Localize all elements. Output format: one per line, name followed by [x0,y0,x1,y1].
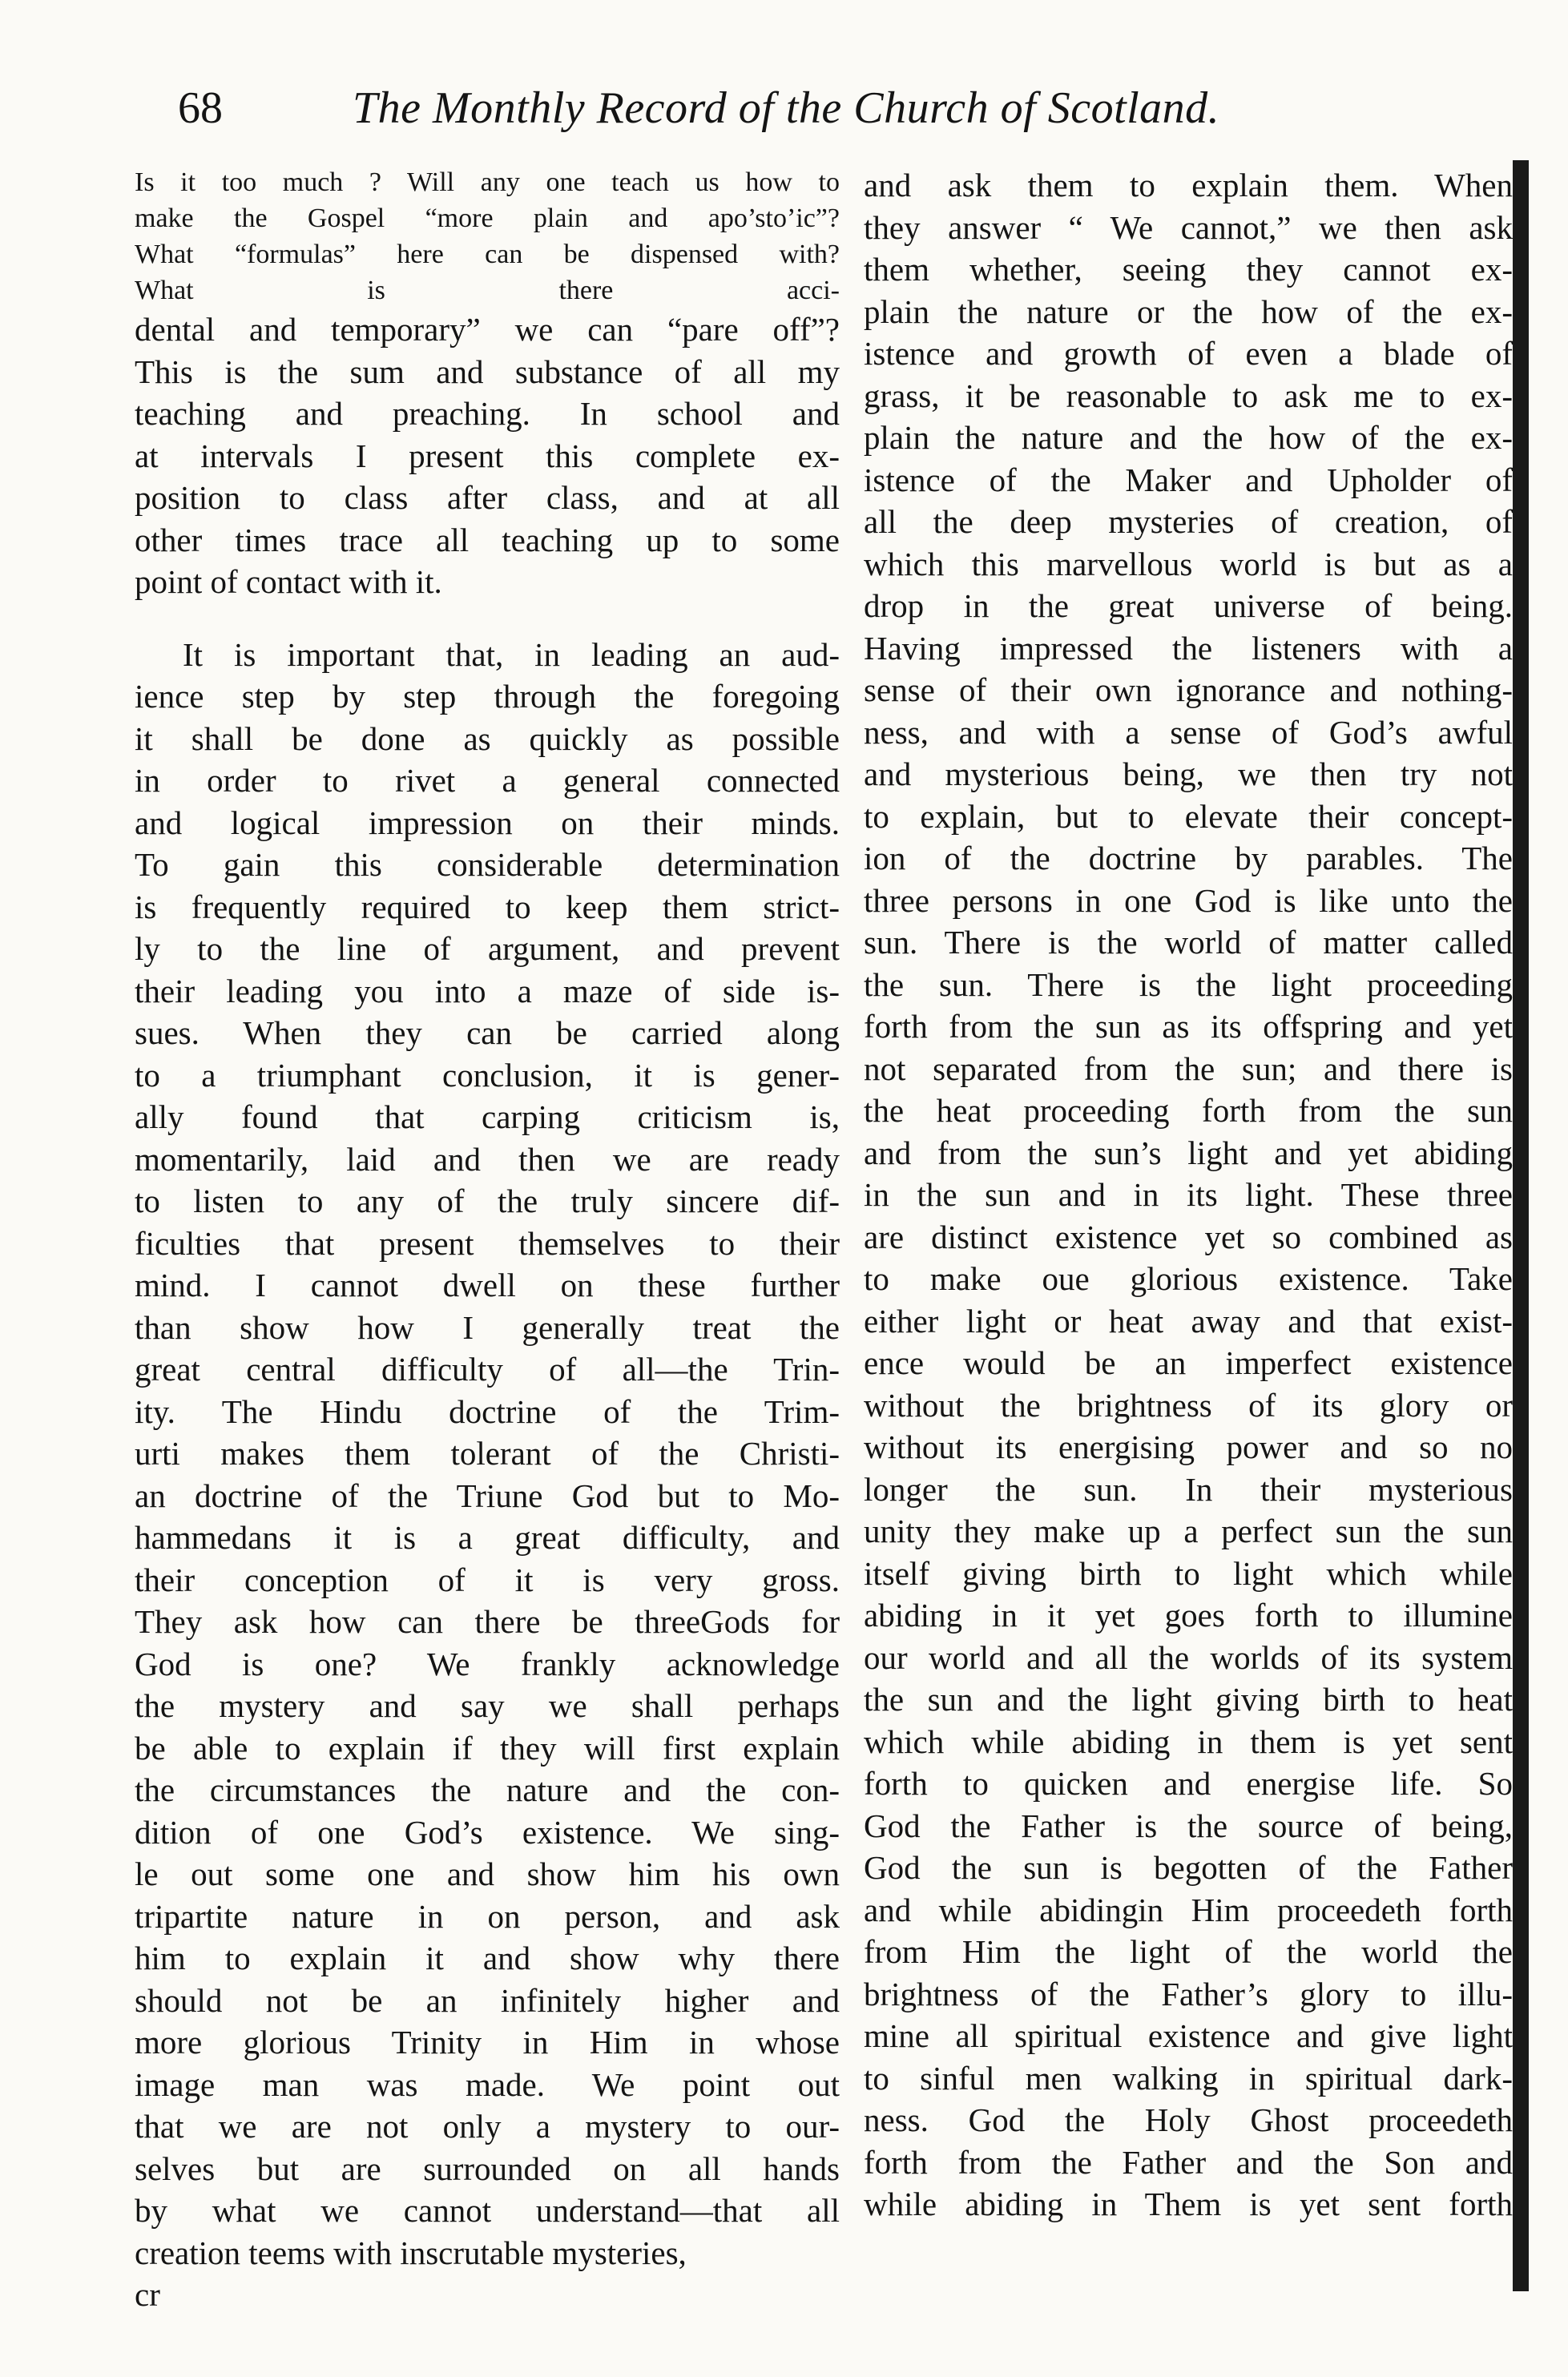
text-line: should not be an infinitely higher and [135,1981,840,2019]
text-line: in the sun and in its light. These three [864,1176,1513,1213]
text-line: Having impressed the listeners with a [864,629,1513,667]
text-line: God the sun is begotten of the Father [864,1849,1513,1886]
text-line: and while abidingin Him proceedeth forth [864,1891,1513,1928]
text-line: creation teems with inscrutable mysteries, [135,2234,687,2271]
text-line: ally found that carping criticism is, [135,1098,840,1135]
text-line: and mysterious being, we then try not [864,755,1513,792]
text-line: image man was made. We point out [135,2065,840,2103]
text-line: and ask them to explain them. When [864,167,1513,203]
text-line: to make oue glorious existence. Take [864,1260,1513,1297]
text-line: the sun and the light giving birth to heat [864,1681,1513,1718]
text-line: position to class after class, and at all [135,479,840,516]
text-line: forth from the sun as its offspring and yet [864,1008,1513,1045]
text-line: selves but are surrounded on all hands [135,2149,840,2187]
text-line: their leading you into a maze of side is- [135,972,840,1009]
text-line: longer the sun. In their mysterious [864,1470,1513,1508]
text-line: more glorious Trinity in Him in whose [135,2024,840,2061]
text-line: unity they make up a perfect sun the sun [864,1513,1513,1549]
text-line: tripartite nature in on person, and ask [135,1897,840,1935]
text-line: mind. I cannot dwell on these further [135,1267,840,1303]
text-line: ence would be an imperfect existence [864,1344,1513,1381]
text-line: at intervals I present this complete ex- [135,437,840,474]
text-line: hammedans it is a great difficulty, and [135,1519,840,1556]
text-line: not separated from the sun; and there is [864,1050,1513,1087]
running-title: The Monthly Record of the Church of Scotland. [353,83,1220,133]
page-header [0,72,1568,144]
text-line: them whether, seeing they cannot ex- [864,251,1513,288]
text-line: the mystery and say we shall perhaps [135,1687,840,1724]
text-line: To gain this considerable determination [135,846,840,883]
text-line: make the Gospel “more plain and apo’sto’ic”? [135,203,840,233]
text-line: be able to explain if they will first explain [135,1729,840,1767]
text-line: all the deep mysteries of creation, of [864,503,1513,540]
text-line: drop in the great universe of being. [864,587,1513,624]
text-line: itself giving birth to light which while [864,1554,1513,1592]
text-line: ficulties that present themselves to their [135,1224,840,1262]
text-line: plain the nature and the how of the ex- [864,419,1513,456]
text-line: dition of one God’s existence. We sing- [135,1813,840,1851]
text-line: an doctrine of the Triune God but to Mo- [135,1477,840,1514]
text-line: three persons in one God is like unto the [864,881,1513,919]
text-line: great central difficulty of all—the Trin- [135,1351,840,1388]
text-line: from Him the light of the world the [864,1933,1513,1970]
text-line: Is it too much ? Will any one teach us how to [135,167,840,197]
text-line: urti makes them tolerant of the Christi- [135,1435,840,1472]
text-line: which while abiding in them is yet sent [864,1722,1513,1760]
text-line: ness. God the Holy Ghost proceedeth [864,2101,1513,2138]
text-line: and logical impression on their minds. [135,804,840,841]
text-line: it shall be done as quickly as possible [135,719,840,757]
text-line: than show how I generally treat the [135,1308,840,1346]
text-line: without its energising power and so no [864,1428,1513,1465]
text-line: It is important that, in leading an aud- [183,635,840,673]
text-line: grass, it be reasonable to ask me to ex- [864,377,1513,414]
paragraph-gap [135,603,840,634]
text-line: sun. There is the world of matter called [864,924,1513,961]
text-line: istence and growth of even a blade of [864,335,1513,372]
text-line: point of contact with it. [135,563,442,600]
text-line: the heat proceeding forth from the sun [864,1092,1513,1129]
text-line: plain the nature or the how of the ex- [864,292,1513,330]
text-line: which this marvellous world is but as a [864,545,1513,582]
text-line: What is there acci- [135,276,840,305]
text-line: sues. When they can be carried along [135,1014,840,1051]
text-line: and from the sun’s light and yet abiding [864,1134,1513,1171]
text-line: This is the sum and substance of all my [135,353,840,390]
text-line: cr [135,2276,160,2313]
text-line: What “formulas” here can be dispensed with? [135,240,840,269]
text-line: other times trace all teaching up to some [135,521,840,558]
text-line: forth to quicken and energise life. So [864,1765,1513,1802]
page-edge-shadow [1513,160,1529,2291]
text-line: istence of the Maker and Upholder of [864,461,1513,498]
text-line: mine all spiritual existence and give light [864,2017,1513,2054]
text-line: dental and temporary” we can “pare off”? [135,311,840,348]
right-column [864,164,1513,2327]
text-line: to a triumphant conclusion, it is gener- [135,1056,840,1094]
text-line: teaching and preaching. In school and [135,395,840,432]
left-small-print [135,164,840,308]
text-line: sense of their own ignorance and nothing- [864,671,1513,708]
text-line: their conception of it is very gross. [135,1561,840,1598]
text-line: to explain, but to elevate their concept- [864,797,1513,835]
text-line: that we are not only a mystery to our- [135,2108,840,2145]
text-line: are distinct existence yet so combined as [864,1218,1513,1255]
text-line: is frequently required to keep them strict- [135,888,840,925]
text-line: God the Father is the source of being, [864,1807,1513,1844]
text-line: abiding in it yet goes forth to illumine [864,1597,1513,1634]
text-line: They ask how can there be threeGods for [135,1603,840,1640]
text-line: the circumstances the nature and the con- [135,1771,840,1808]
text-line: without the brightness of its glory or [864,1386,1513,1424]
text-line: brightness of the Father’s glory to illu- [864,1975,1513,2012]
text-line: him to explain it and show why there [135,1940,840,1976]
text-line: ity. The Hindu doctrine of the Trim- [135,1392,840,1430]
left-paragraph-2 [135,634,840,2316]
text-line: by what we cannot understand—that all [135,2192,840,2229]
text-line: ly to the line of argument, and prevent [135,930,840,967]
text-line: the sun. There is the light proceeding [864,965,1513,1003]
text-line: ness, and with a sense of God’s awful [864,713,1513,751]
left-paragraph-1 [135,308,840,603]
left-column [135,164,840,2316]
text-line: our world and all the worlds of its system [864,1638,1513,1676]
text-line: either light or heat away and that exist- [864,1302,1513,1340]
text-line: ion of the doctrine by parables. The [864,840,1513,876]
text-line: in order to rivet a general connected [135,762,840,799]
text-line: momentarily, laid and then we are ready [135,1140,840,1178]
text-line: to listen to any of the truly sincere dif- [135,1182,840,1219]
text-line: God is one? We frankly acknowledge [135,1645,840,1682]
text-line: ience step by step through the foregoing [135,678,840,715]
text-line: forth from the Father and the Son and [864,2143,1513,2181]
page-number: 68 [178,83,223,133]
text-line: they answer “ We cannot,” we then ask [864,208,1513,246]
text-line: to sinful men walking in spiritual dark- [864,2059,1513,2097]
text-line: le out some one and show him his own [135,1855,840,1892]
text-line: while abiding in Them is yet sent forth [864,2186,1513,2222]
